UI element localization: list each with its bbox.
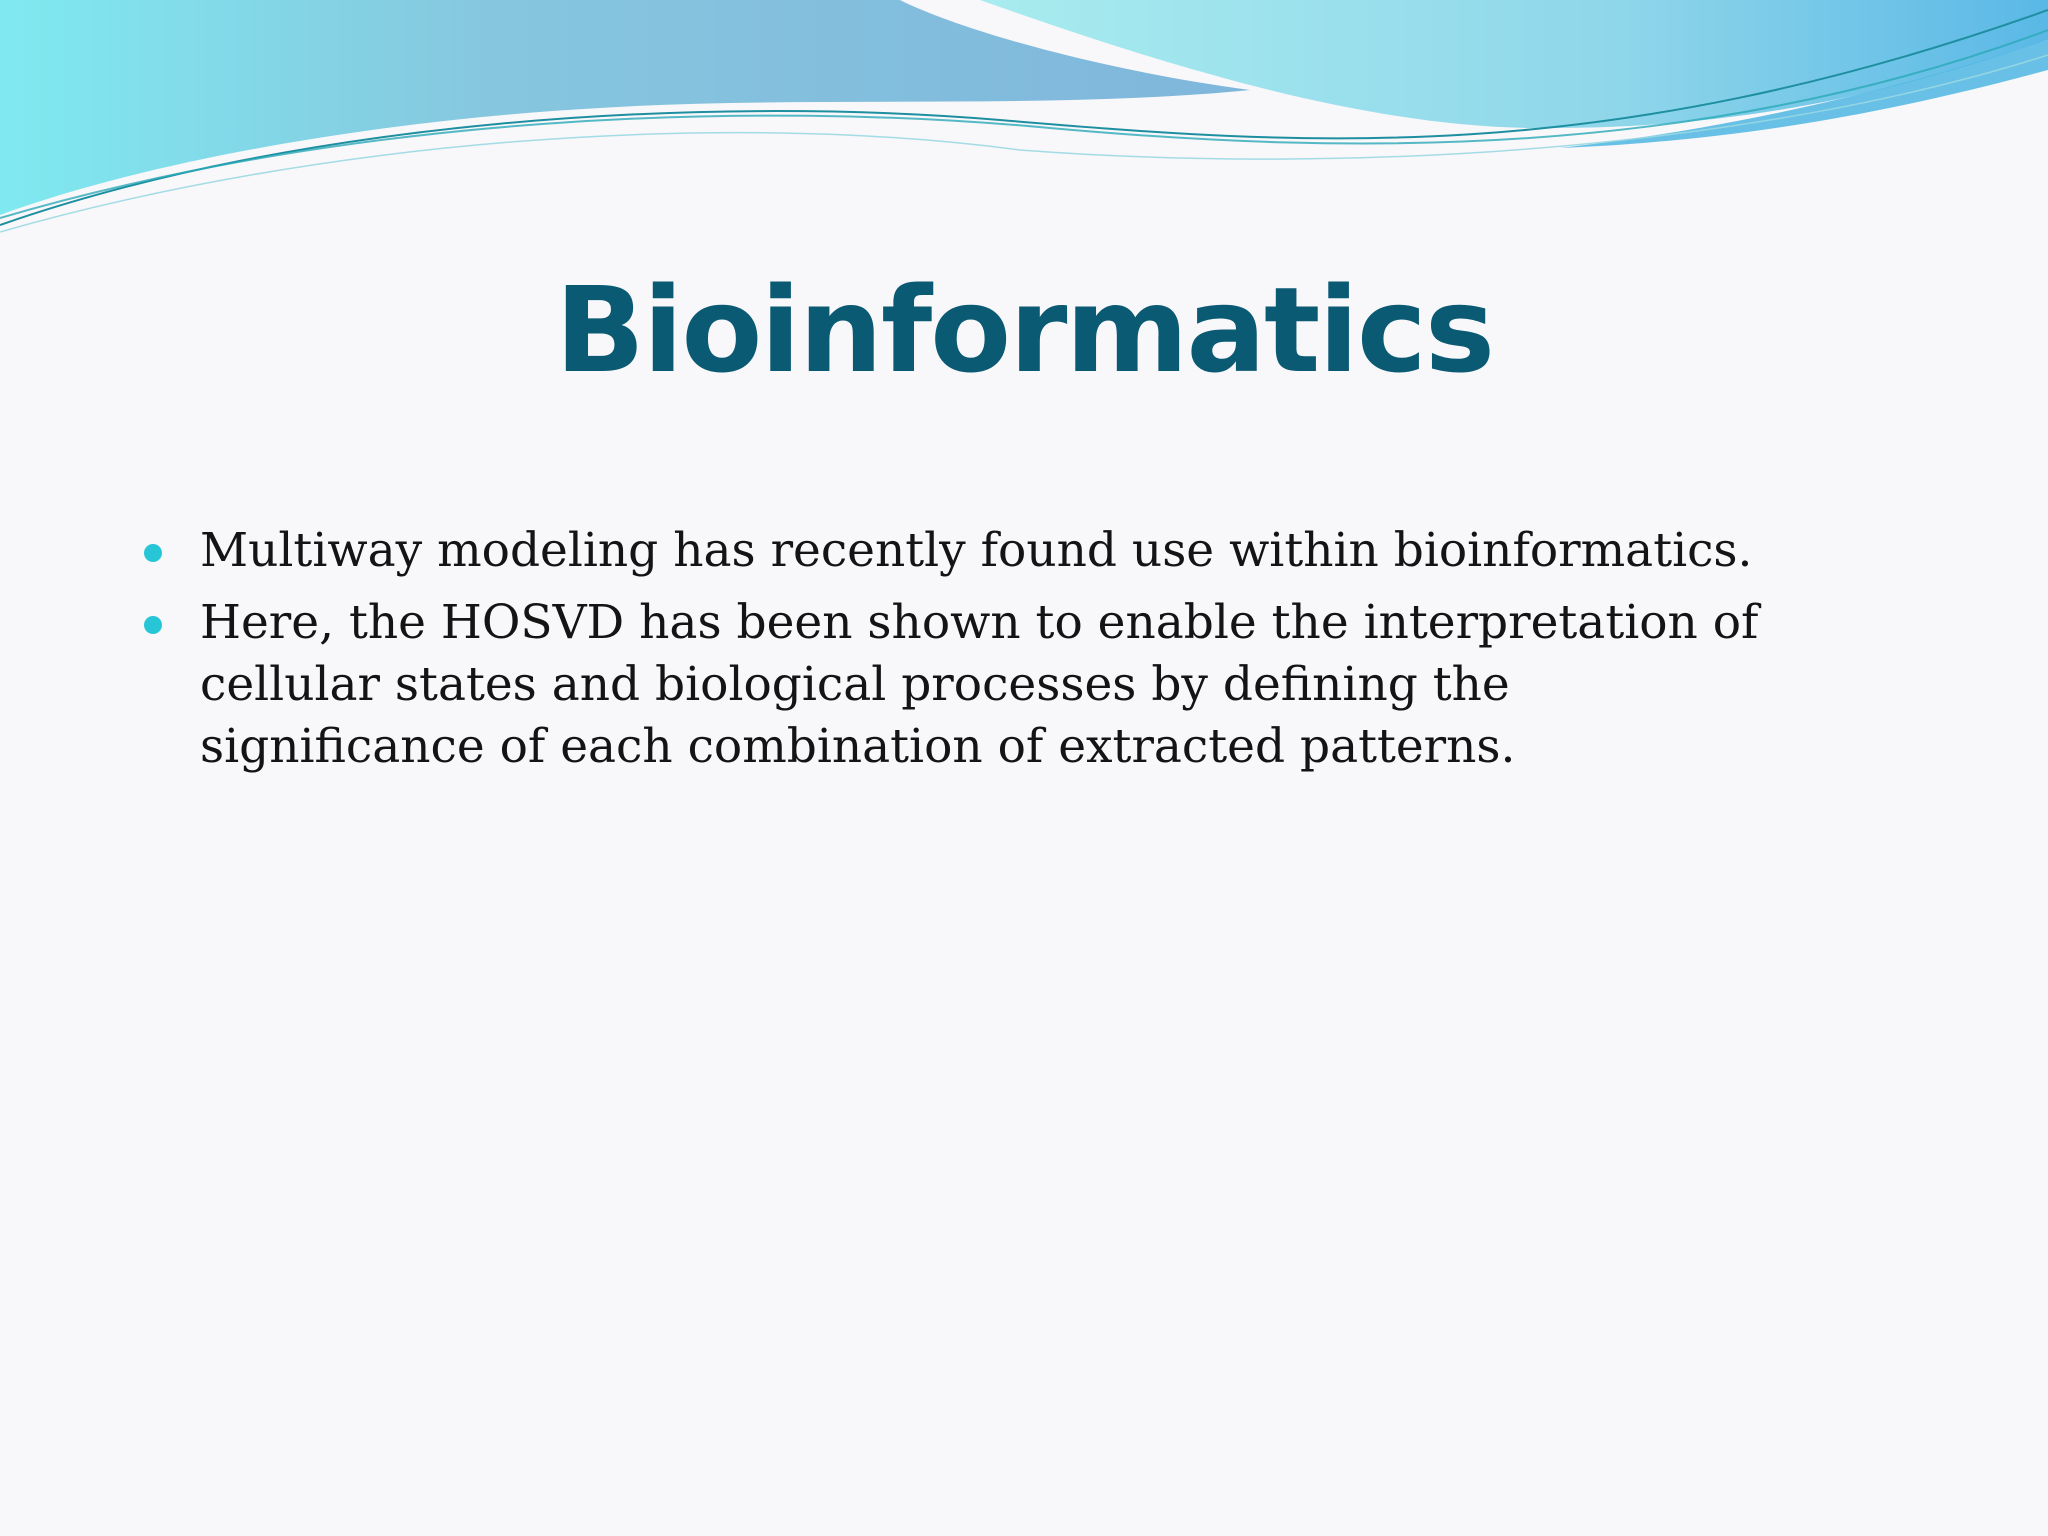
slide-title: Bioinformatics [554,261,1494,399]
bullet-dot-icon [144,544,162,562]
bullet-list [200,520,1760,788]
bullet-dot-icon [144,616,162,634]
bullet-item [200,520,1760,582]
header-wave-decoration [0,0,2048,240]
bullet-text: Here, the HOSVD has been shown to enable the interpretation of cellular states and biological processes by defining the significance of each combination of extracted patterns. [200,595,1759,774]
bullet-text: Multiway modeling has recently found use within bioinformatics. [200,523,1753,578]
bullet-item [200,592,1760,778]
